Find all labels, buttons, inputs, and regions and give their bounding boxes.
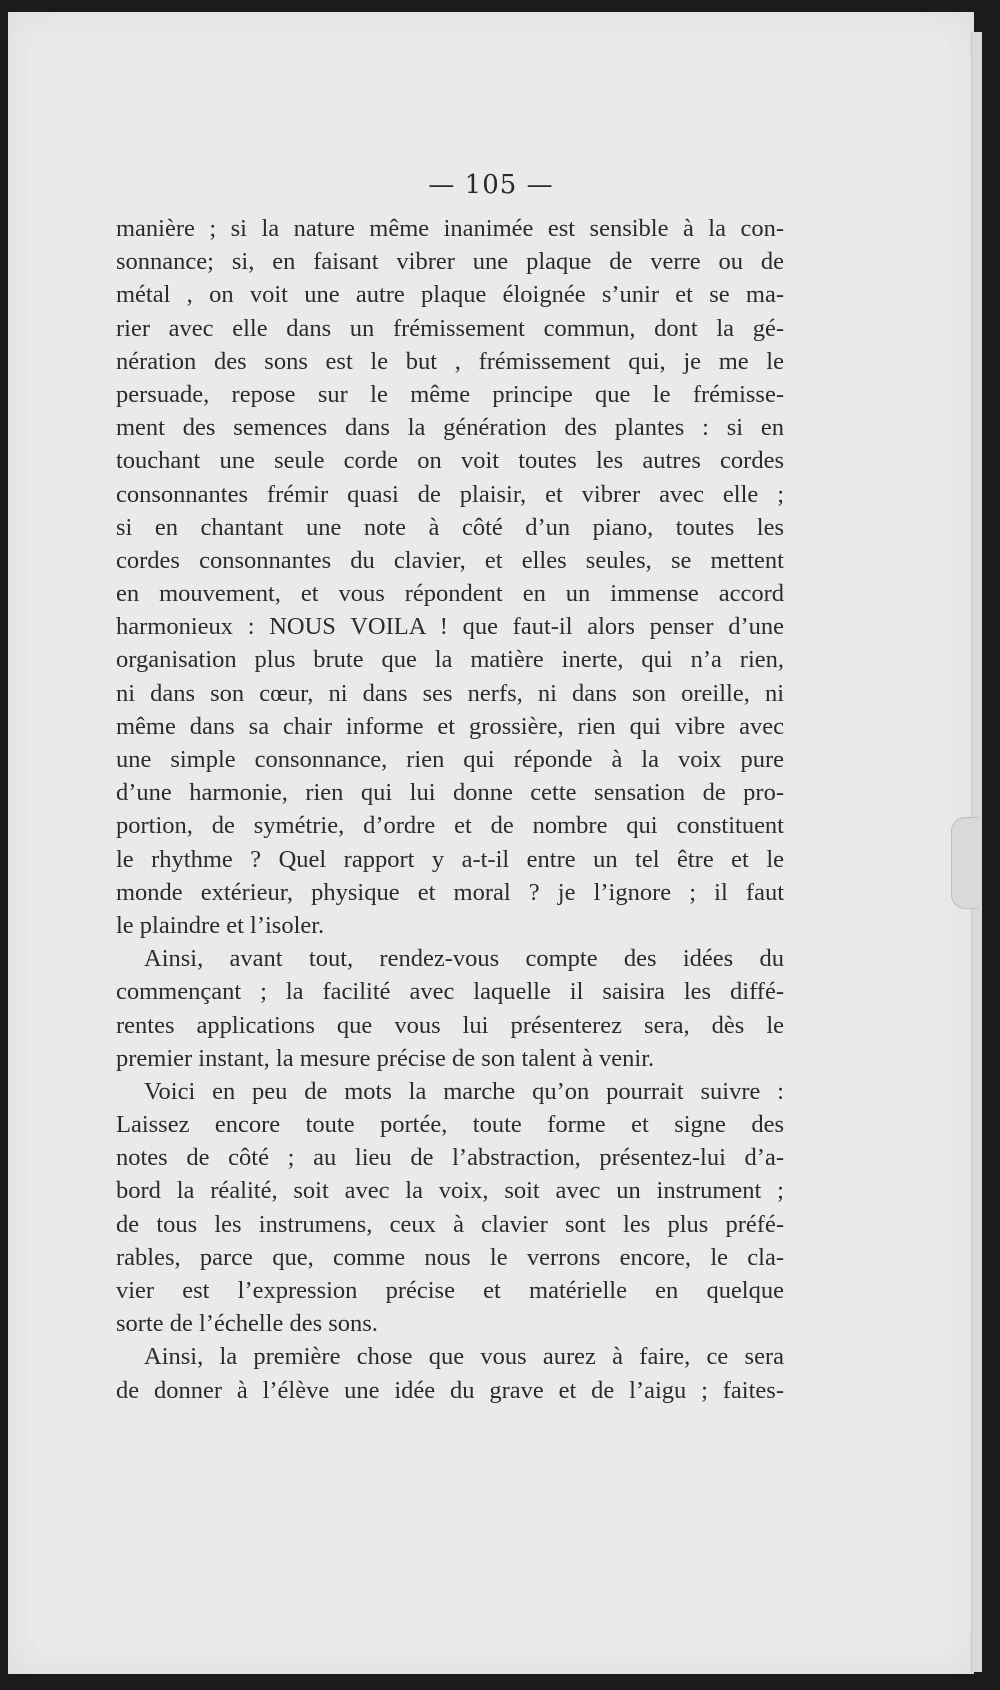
text-line: persuade, repose sur le même principe que le frémisse- (116, 380, 784, 408)
text-line: nération des sons est le but , frémissement qui, je me le (116, 347, 784, 375)
text-line: Voici en peu de mots la marche qu’on pourrait suivre : (144, 1077, 784, 1105)
page-tab-mark (951, 817, 978, 909)
text-line: le plaindre et l’isoler. (116, 911, 325, 939)
text-line: cordes consonnantes du clavier, et elles seules, se mettent (116, 546, 784, 574)
text-line: commençant ; la facilité avec laquelle il saisira les diffé- (116, 978, 784, 1006)
text-line: métal , on voit une autre plaque éloignée s’unir et se ma- (116, 281, 784, 309)
book-page (8, 12, 974, 1674)
text-line: ni dans son cœur, ni dans ses nerfs, ni dans son oreille, ni (116, 679, 784, 707)
text-line: d’une harmonie, rien qui lui donne cette sensation de pro- (116, 779, 784, 807)
text-line: touchant une seule corde on voit toutes les autres cordes (116, 447, 784, 475)
text-line: Laissez encore toute portée, toute forme et signe des (116, 1111, 784, 1139)
text-line: bord la réalité, soit avec la voix, soit avec un instrument ; (116, 1177, 784, 1205)
text-line: Ainsi, la première chose que vous aurez à faire, ce sera (144, 1343, 784, 1371)
text-line: de donner à l’élève une idée du grave et de l’aigu ; faites- (116, 1376, 784, 1404)
text-line: le rhythme ? Quel rapport y a-t-il entre un tel être et le (116, 845, 784, 873)
text-line: en mouvement, et vous répondent en un immense accord (116, 580, 784, 608)
page-number: — 105 — (428, 170, 554, 200)
text-line: sonnance; si, en faisant vibrer une plaque de verre ou de (116, 248, 784, 276)
text-line: rier avec elle dans un frémissement commun, dont la gé- (116, 314, 784, 342)
text-line: Ainsi, avant tout, rendez-vous compte des idées du (144, 945, 784, 973)
text-line: si en chantant une note à côté d’un piano, toutes les (116, 513, 784, 541)
text-line: harmonieux : NOUS VOILA ! que faut-il alors penser d’une (116, 613, 784, 641)
body-text (116, 212, 784, 1407)
text-line: consonnantes frémir quasi de plaisir, et vibrer avec elle ; (116, 480, 784, 508)
text-line: sorte de l’échelle des sons. (116, 1310, 378, 1338)
text-line: de tous les instrumens, ceux à clavier sont les plus préfé- (116, 1210, 784, 1238)
text-line: organisation plus brute que la matière inerte, qui n’a rien, (116, 646, 784, 674)
text-line: premier instant, la mesure précise de son talent à venir. (116, 1044, 655, 1072)
text-line: même dans sa chair informe et grossière, rien qui vibre avec (116, 712, 784, 740)
text-line: rables, parce que, comme nous le verrons encore, le cla- (116, 1243, 784, 1271)
text-line: monde extérieur, physique et moral ? je l’ignore ; il faut (116, 878, 784, 906)
text-line: manière ; si la nature même inanimée est sensible à la con- (116, 215, 784, 242)
text-line: portion, de symétrie, d’ordre et de nombre qui constituent (116, 812, 784, 840)
text-line: ment des semences dans la génération des plantes : si en (116, 414, 784, 442)
text-line: une simple consonnance, rien qui réponde à la voix pure (116, 746, 784, 773)
text-line: notes de côté ; au lieu de l’abstraction, présentez-lui d’a- (116, 1144, 784, 1172)
text-line: vier est l’expression précise et matérielle en quelque (116, 1277, 784, 1304)
text-line: rentes applications que vous lui présenterez sera, dès le (116, 1011, 784, 1039)
